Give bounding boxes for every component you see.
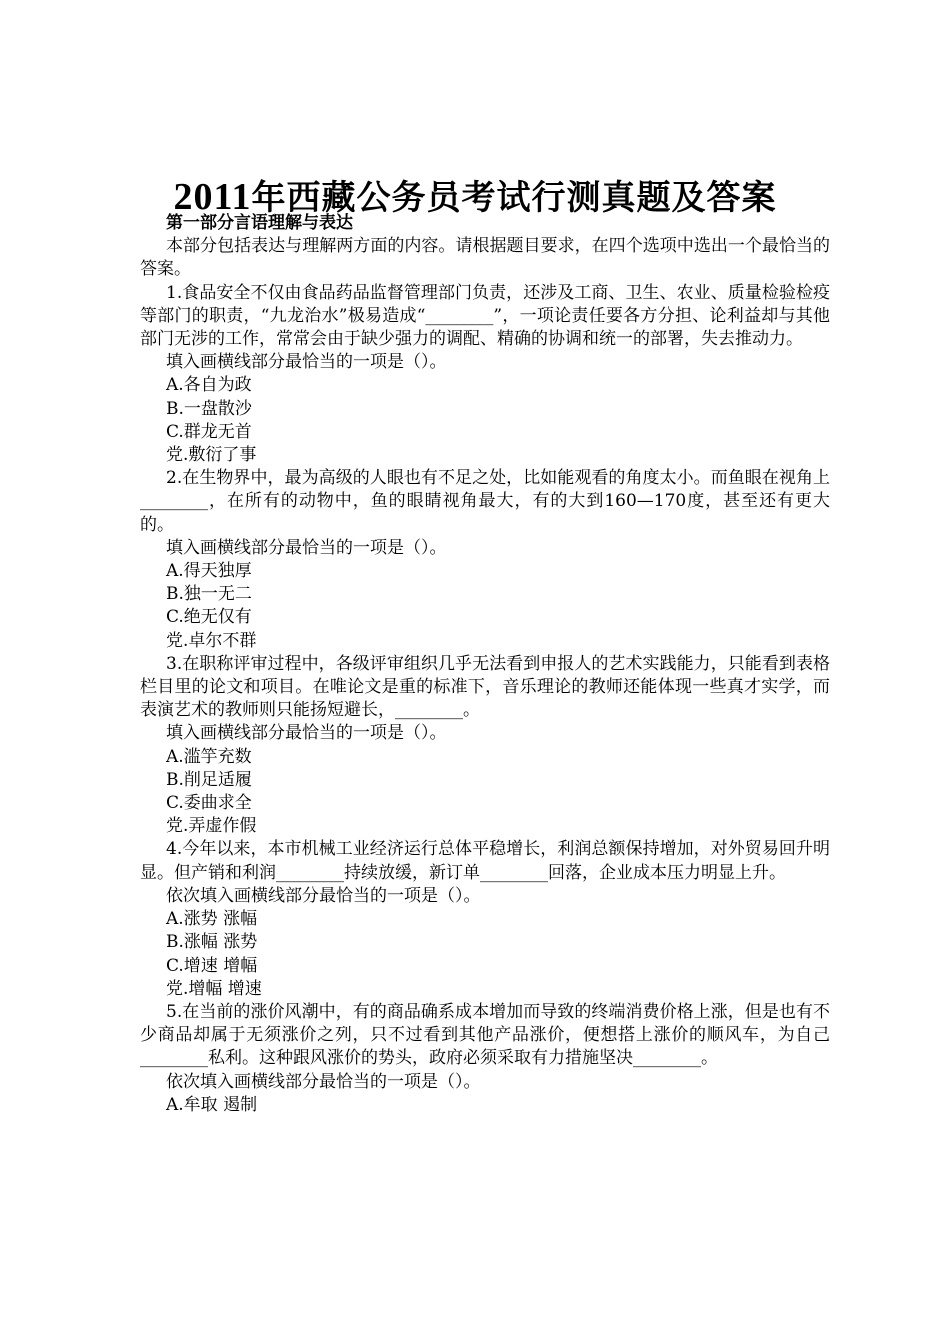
answer-option: C.绝无仅有 [166, 607, 252, 628]
answer-option: 党.弄虚作假 [166, 816, 257, 837]
question-1 [140, 282, 830, 468]
answer-option: 党.卓尔不群 [166, 630, 257, 651]
answer-option: A.得天独厚 [166, 561, 252, 582]
question-stem: 1.食品安全不仅由食品药品监督管理部门负责，还涉及工商、卫生、农业、质量检验检疫等部门的职责，“九龙治水”极易造成“________”，一项论责任要各方分担、论利益却与其他部门无涉的工作，常常会由于缺少强力的调配、精确的协调和统一的部署，失去推动力。 [140, 282, 830, 350]
document-body [140, 212, 830, 1117]
question-stem: 3.在职称评审过程中，各级评审组织几乎无法看到申报人的艺术实践能力，只能看到表格栏目里的论文和项目。在唯论文是重的标准下，音乐理论的教师还能体现一些真才实学，而表演艺术的教师则只能扬短避长，________。 [140, 653, 830, 721]
answer-option: C.增速 增幅 [166, 955, 258, 976]
question-prompt: 填入画横线部分最恰当的一项是（）。 [166, 723, 447, 744]
answer-option: B.涨幅 涨势 [166, 932, 258, 953]
answer-option: A.涨势 涨幅 [166, 909, 258, 930]
answer-option: C.群龙无首 [166, 421, 252, 442]
question-2 [140, 467, 830, 653]
question-prompt: 填入画横线部分最恰当的一项是（）。 [166, 352, 447, 373]
answer-option: B.削足适履 [166, 769, 252, 790]
section-intro: 本部分包括表达与理解两方面的内容。请根据题目要求，在四个选项中选出一个最恰当的答案。 [140, 236, 830, 280]
answer-option: A.牟取 遏制 [166, 1094, 258, 1115]
question-4 [140, 838, 830, 1000]
answer-option: B.独一无二 [166, 584, 252, 605]
title-text: 年西藏公务员考试行测真题及答案 [251, 178, 777, 218]
title-year: 2011 [173, 176, 252, 218]
question-3 [140, 653, 830, 839]
question-prompt: 填入画横线部分最恰当的一项是（）。 [166, 537, 447, 558]
question-stem: 2.在生物界中，最为高级的人眼也有不足之处，比如能观看的角度太小。而鱼眼在视角上________，在所有的动物中，鱼的眼睛视角最大，有的大到160—170度，甚至还有更大的。 [140, 468, 830, 535]
answer-option: B.一盘散沙 [166, 398, 252, 419]
answer-option: A.各自为政 [166, 375, 252, 396]
answer-option: A.滥竽充数 [166, 746, 252, 767]
answer-option: 党.敷衍了事 [166, 445, 257, 466]
question-stem: 5.在当前的涨价风潮中，有的商品确系成本增加而导致的终端消费价格上涨，但是也有不少商品却属于无须涨价之列，只不过看到其他产品涨价，便想搭上涨价的顺风车，为自己________私利。这种跟风涨价的势头，政府必须采取有力措施坚决________。 [140, 1001, 830, 1069]
question-prompt: 依次填入画横线部分最恰当的一项是（）。 [166, 1071, 481, 1092]
answer-option: C.委曲求全 [166, 793, 252, 814]
question-5 [140, 1001, 830, 1117]
section-heading: 第一部分言语理解与表达 [166, 213, 353, 233]
question-list [140, 282, 830, 1117]
question-stem: 4.今年以来，本市机械工业经济运行总体平稳增长，利润总额保持增加，对外贸易回升明显。但产销和利润________持续放缓，新订单________回落，企业成本压力明显上升。 [140, 839, 830, 883]
answer-option: 党.增幅 增速 [166, 978, 262, 999]
question-prompt: 依次填入画横线部分最恰当的一项是（）。 [166, 885, 481, 906]
